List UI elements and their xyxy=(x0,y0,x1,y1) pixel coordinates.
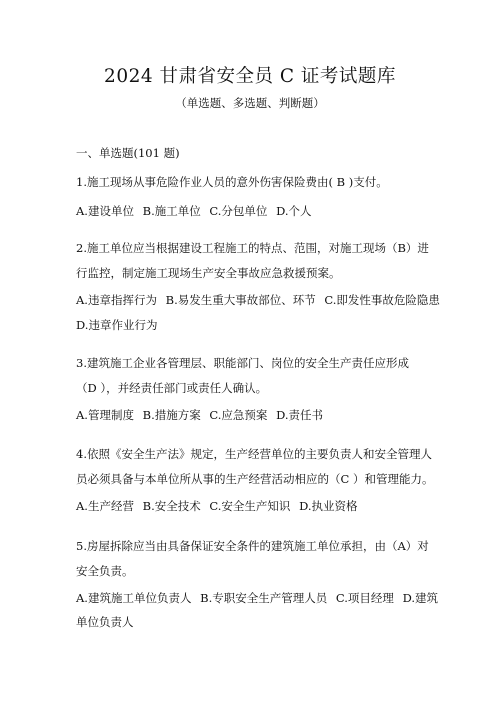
question-stem: （D ），并经责任部门或责任人确认。 xyxy=(76,381,268,395)
option-a: A.建设单位 xyxy=(76,204,134,218)
option-b: B.措施方案 xyxy=(142,408,201,422)
option-d: D.责任书 xyxy=(276,408,324,422)
option-a: A.违章指挥行为 xyxy=(76,293,157,307)
option-c: C.安全生产知识 xyxy=(209,499,291,513)
question-stem: 4.依照《安全生产法》规定，生产经营单位的主要负责人和安全管理人 xyxy=(76,447,432,461)
question-options xyxy=(76,498,363,514)
question-stem: 行监控，制定施工现场生产安全事故应急救援预案。 xyxy=(76,266,341,280)
question-stem: 5.房屋拆除应当由具备保证安全条件的建筑施工单位承担，由（A）对 xyxy=(76,539,429,553)
option-a: A.管理制度 xyxy=(76,408,134,422)
option-a: A.生产经营 xyxy=(76,499,134,513)
question-options xyxy=(76,292,445,308)
option-b: B.安全技术 xyxy=(142,499,201,513)
question-options xyxy=(76,614,139,630)
question-options xyxy=(76,317,162,333)
question-options xyxy=(76,590,443,606)
question-stem: 3.建筑施工企业各管理层、职能部门、岗位的安全生产责任应形成 xyxy=(76,356,409,370)
document-subtitle: （单选题、多选题、判断题） xyxy=(175,96,325,110)
option-d: D.个人 xyxy=(276,204,312,218)
document-title: 2024 甘肃省安全员 C 证考试题库 xyxy=(104,66,396,87)
option-c: C.项目经理 xyxy=(335,591,394,605)
option-b: B.易发生重大事故部位、环节 xyxy=(165,293,316,307)
question-options xyxy=(76,203,317,219)
option-d: D.违章作业行为 xyxy=(76,318,158,332)
option-b: B.专职安全生产管理人员 xyxy=(200,591,328,605)
section-heading: 一、单选题(101 题) xyxy=(76,146,180,160)
question-options xyxy=(76,407,328,423)
option-d: D.建筑 xyxy=(402,591,439,605)
option-c: C.应急预案 xyxy=(209,408,268,422)
option-c: C.分包单位 xyxy=(209,204,268,218)
question-stem: 2.施工单位应当根据建设工程施工的特点、范围，对施工现场（B）进 xyxy=(76,241,429,255)
option-c: C.即发性事故危险隐患 xyxy=(324,293,440,307)
question-stem: 1.施工现场从事危险作业人员的意外伤害保险费由( B )支付。 xyxy=(76,175,388,189)
option-b: B.施工单位 xyxy=(142,204,201,218)
question-stem: 员必须具备与本单位所从事的生产经营活动相应的（C ）和管理能力。 xyxy=(76,472,434,486)
option-continuation: 单位负责人 xyxy=(76,615,134,629)
option-d: D.执业资格 xyxy=(299,499,358,513)
question-stem: 安全负责。 xyxy=(76,564,134,578)
option-a: A.建筑施工单位负责人 xyxy=(76,591,192,605)
